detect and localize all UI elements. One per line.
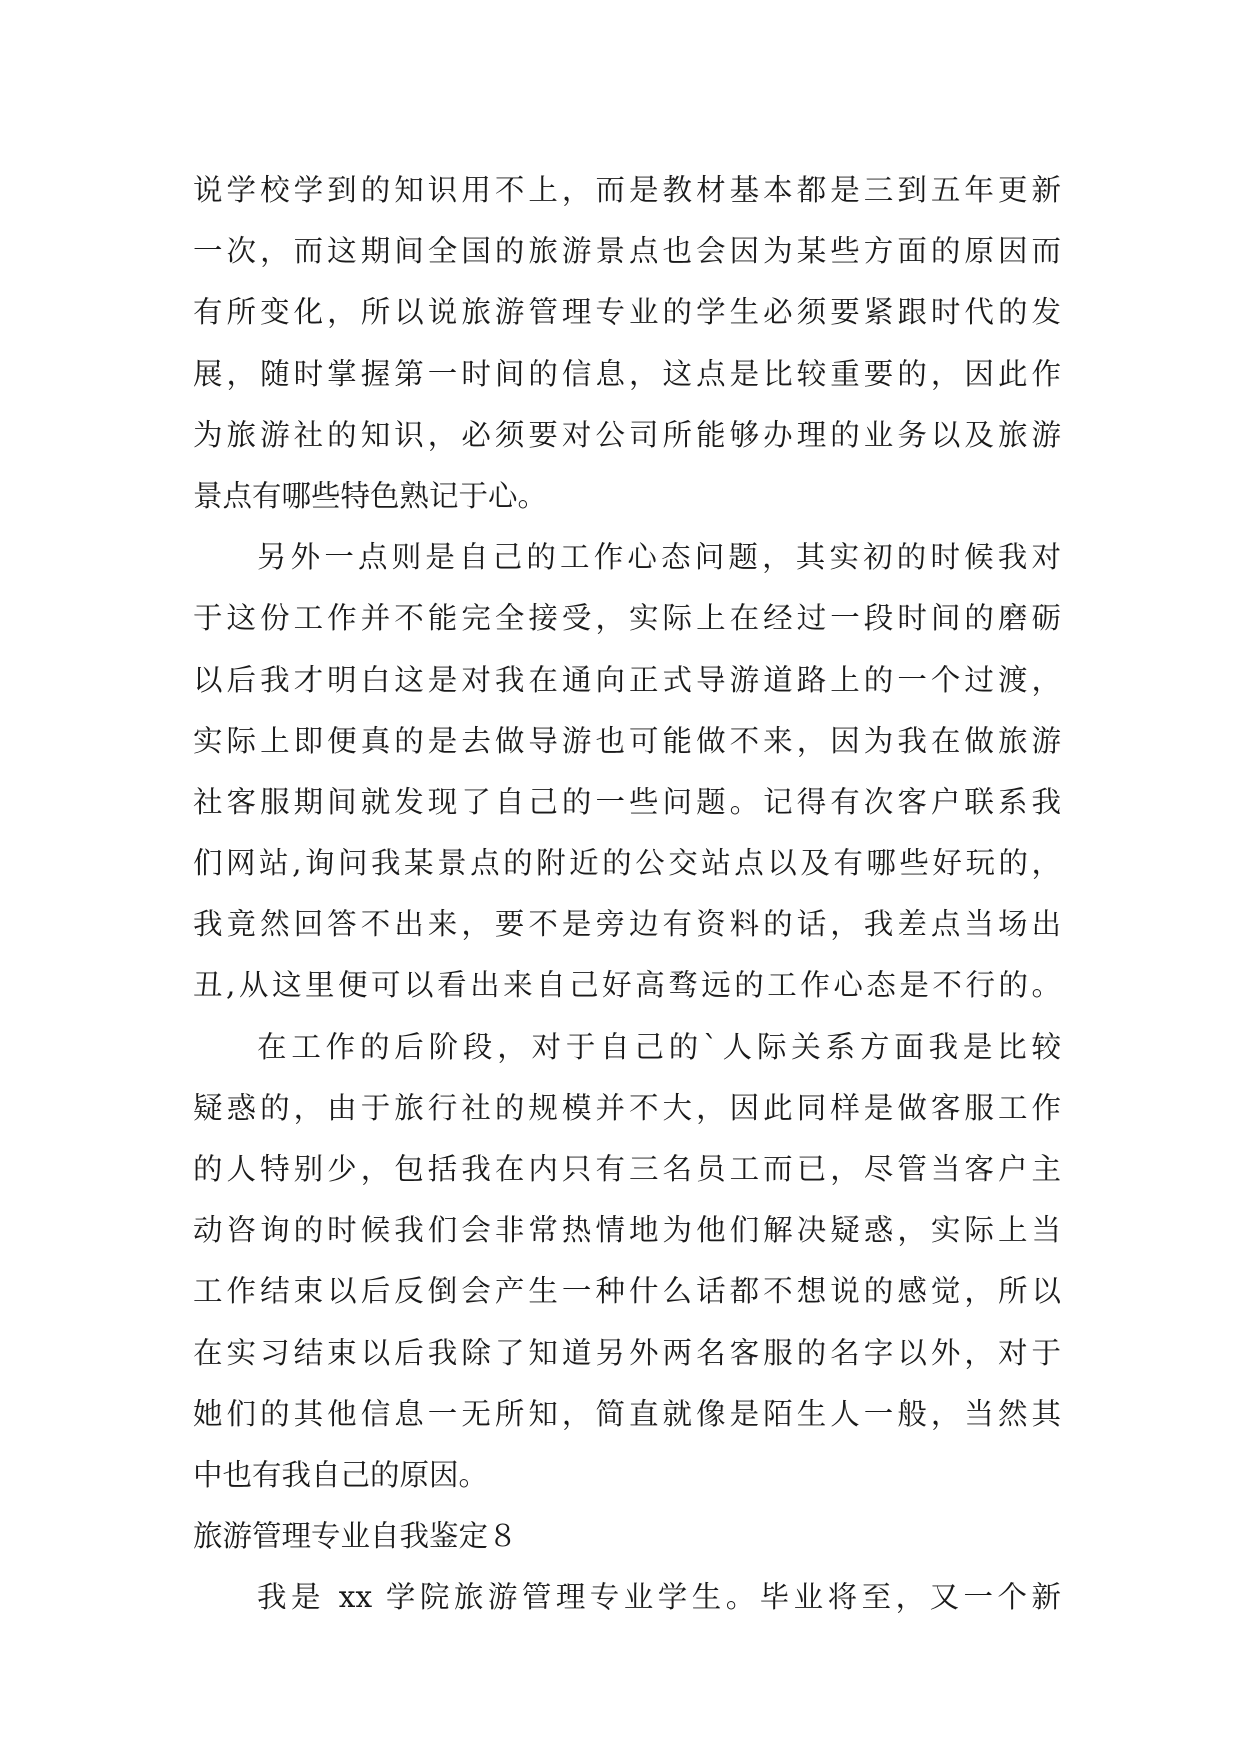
text-line: 有所变化，所以说旅游管理专业的学生必须要紧跟时代的发 [193,295,1061,330]
text-line: 一次，而这期间全国的旅游景点也会因为某些方面的原因而 [193,234,1061,269]
text-line: 在工作的后阶段，对于自己的`人际关系方面我是比较 [257,1029,1061,1064]
text-line: 们网站,询问我某景点的附近的公交站点以及有哪些好玩的， [193,846,1061,881]
text-line: 工作结束以后反倒会产生一种什么话都不想说的感觉，所以 [193,1274,1061,1309]
text-line: 展，随时掌握第一时间的信息，这点是比较重要的，因此作 [193,356,1061,391]
document-body [193,160,1061,1629]
section-heading-text: 旅游管理专业自我鉴定８ [193,1519,518,1554]
text-line: 另外一点则是自己的工作心态问题，其实初的时候我对 [257,540,1061,575]
text-line: 我是 xx 学院旅游管理专业学生。毕业将至，又一个新 [257,1580,1061,1615]
paragraph-4 [193,1567,1061,1628]
paragraph-1 [193,160,1061,527]
text-line: 为旅游社的知识，必须要对公司所能够办理的业务以及旅游 [193,417,1061,452]
text-line: 丑,从这里便可以看出来自己好高骛远的工作心态是不行的。 [193,968,1061,1003]
paragraph-3 [193,1017,1061,1507]
text-line: 景点有哪些特色熟记于心。 [193,478,548,513]
text-line: 我竟然回答不出来，要不是旁边有资料的话，我差点当场出 [193,907,1061,942]
text-line: 她们的其他信息一无所知，简直就像是陌生人一般，当然其 [193,1396,1061,1431]
paragraph-2 [193,527,1061,1017]
text-line: 疑惑的，由于旅行社的规模并不大，因此同样是做客服工作 [193,1090,1061,1125]
text-line: 实际上即便真的是去做导游也可能做不来，因为我在做旅游 [193,723,1061,758]
text-line: 中也有我自己的原因。 [193,1457,489,1492]
text-line: 社客服期间就发现了自己的一些问题。记得有次客户联系我 [193,784,1061,819]
text-line: 在实习结束以后我除了知道另外两名客服的名字以外，对于 [193,1335,1061,1370]
section-heading [193,1506,1061,1567]
text-line: 说学校学到的知识用不上，而是教材基本都是三到五年更新 [193,173,1061,207]
text-line: 于这份工作并不能完全接受，实际上在经过一段时间的磨砺 [193,601,1061,636]
text-line: 以后我才明白这是对我在通向正式导游道路上的一个过渡， [193,662,1061,697]
text-line: 的人特别少，包括我在内只有三名员工而已，尽管当客户主 [193,1152,1061,1186]
text-line: 动咨询的时候我们会非常热情地为他们解决疑惑，实际上当 [193,1213,1061,1248]
